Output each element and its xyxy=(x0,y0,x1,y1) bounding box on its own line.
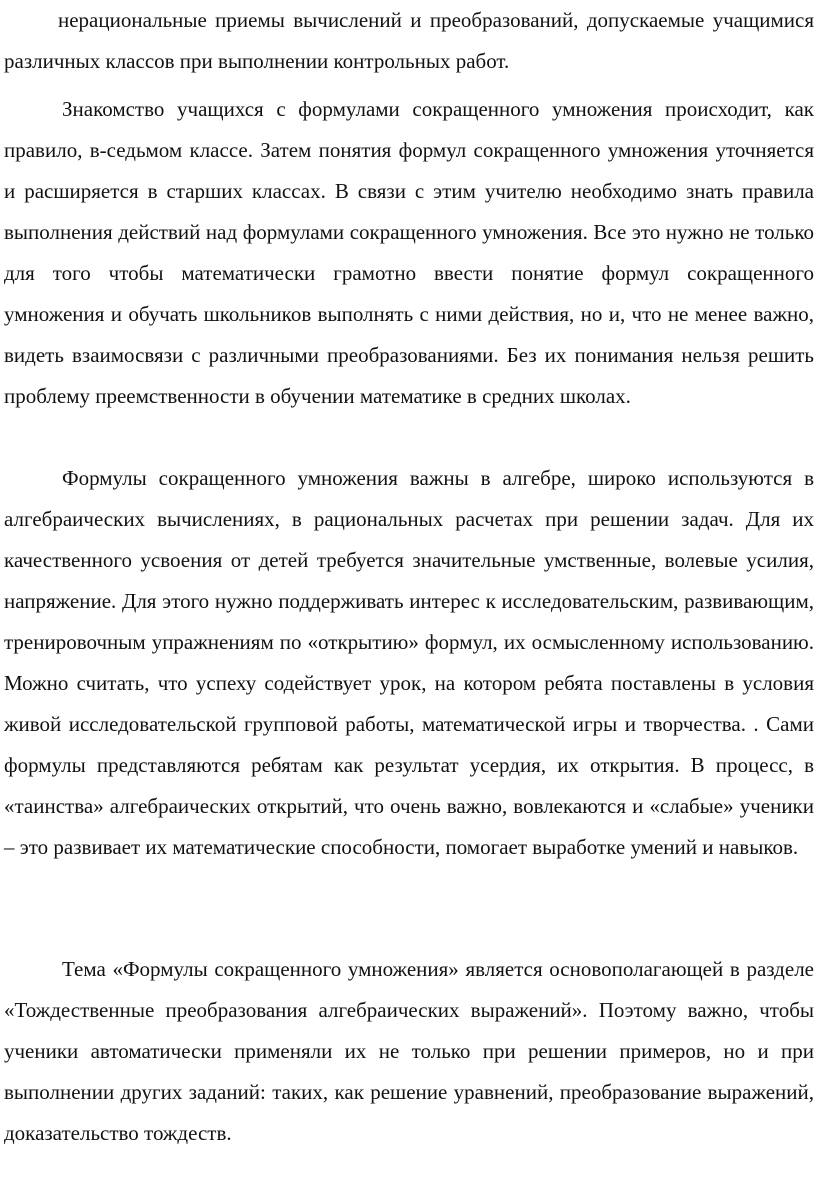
paragraph-2: Знакомство учащихся с формулами сокращенного умножения происходит, как правило, в-седьмом классе. Затем понятия формул сокращенного умножения уточняется и расширяется в старших классах. В связи с этим учителю необходимо знать правила выполнения действий над формулами сокращенного умножения. Все это нужно не только для того чтобы математически грамотно ввести понятие формул сокращенного умножения и обучать школьников выполнять с ними действия, но и, что не менее важно, видеть взаимосвязи с различными преобразованиями. Без их понимания нельзя решить проблему преемственности в обучении математике в средних школах. xyxy=(4,97,814,408)
paragraph-1: нерациональные приемы вычислений и преобразований, допускаемые учащимися различных классов при выполнении контрольных работ. xyxy=(4,8,814,73)
paragraph-3: Формулы сокращенного умножения важны в алгебре, широко используются в алгебраических вычислениях, в рациональных расчетах при решении задач. Для их качественного усвоения от детей требуется значительные умственные, волевые усилия, напряжение. Для этого нужно поддерживать интерес к исследовательским, развивающим, тренировочным упражнениям по «открытию» формул, их осмысленному использованию. Можно считать, что успеху содействует урок, на котором ребята поставлены в условия живой исследовательской групповой работы, математической игры и творчества. . Сами формулы представляются ребятам как результат усердия, их открытия. В процесс, в «таинства» алгебраических открытий, что очень важно, вовлекаются и «слабые» ученики – это развивает их математические способности, помогает выработке умений и навыков. xyxy=(4,466,814,859)
paragraph-4: Тема «Формулы сокращенного умножения» является основополагающей в разделе «Тождественные преобразования алгебраических выражений». Поэтому важно, чтобы ученики автоматически применяли их не только при решении примеров, но и при выполнении других заданий: таких, как решение уравнений, преобразование выражений, доказательство тождеств. xyxy=(4,957,814,1145)
